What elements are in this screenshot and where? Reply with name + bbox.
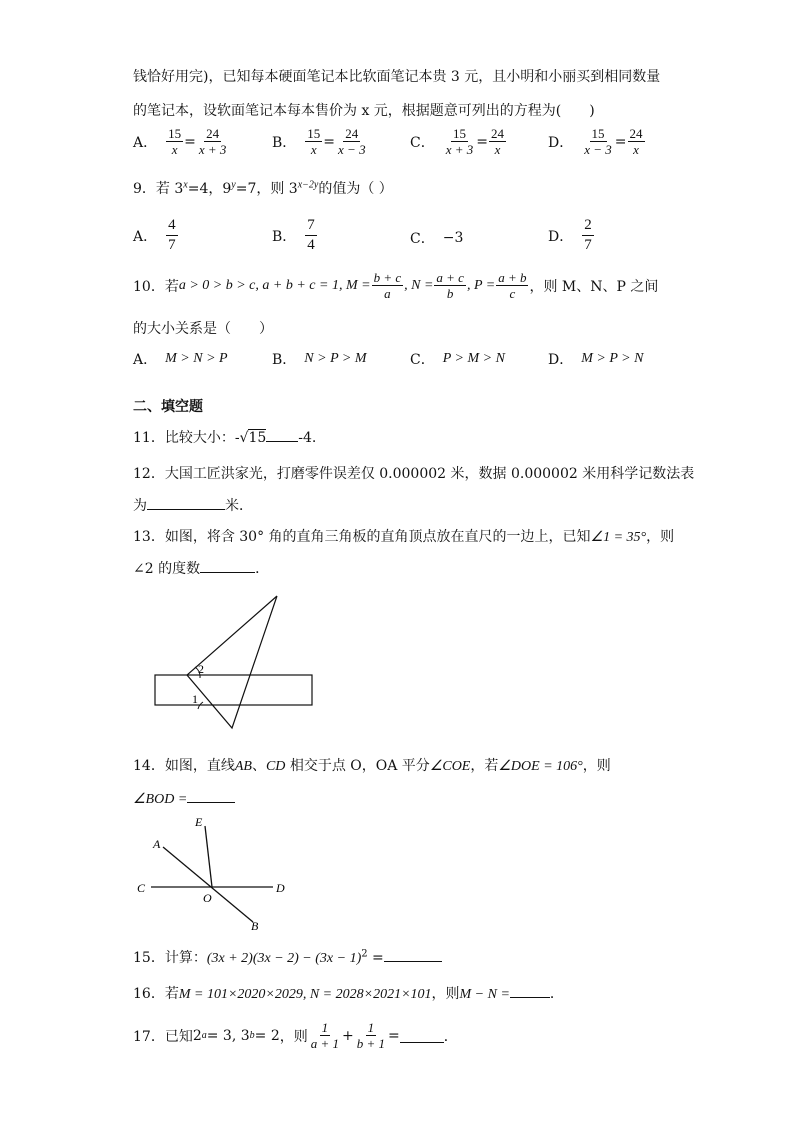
fraction: $\frac{b + c}{a}$ xyxy=(373,270,402,301)
section-heading: 二、填空题 xyxy=(133,399,203,415)
q10-line2: 的大小关系是（ ） xyxy=(133,321,273,337)
q9-option-b[interactable]: B． $\frac{7}{4}$ xyxy=(272,217,315,253)
q9-option-d[interactable]: D． $\frac{2}{7}$ xyxy=(548,217,592,253)
q17-stem: 17．已知 2 a = 3, 3 b = 2 ，则 $\frac{1}{a + 1}$ + $\frac{1}{b + 1}$ = ． xyxy=(133,1020,458,1051)
answer-blank[interactable] xyxy=(187,788,235,803)
fraction: $\frac{24}{x + 3}$ xyxy=(198,126,227,157)
answer-blank[interactable] xyxy=(200,558,255,573)
fraction: $\frac{1}{b + 1}$ xyxy=(356,1020,386,1051)
fraction: $\frac{2}{7}$ xyxy=(584,217,592,253)
label-B: B xyxy=(251,919,259,933)
fraction: $\frac{7}{4}$ xyxy=(307,217,315,253)
q12-line1: 12．大国工匠洪家光，打磨零件误差仅 0.000002 米，数据 0.000002 米用科学记数法表 xyxy=(133,466,695,482)
angle-2-label: 2 xyxy=(198,662,204,676)
q15-stem: 15．计算：$(3x + 2)(3x - 2) - (3x - 1)^2$ = xyxy=(133,947,442,967)
fraction: $\frac{15}{x - 3}$ xyxy=(584,126,612,157)
q10-option-d[interactable]: D． M > P > N xyxy=(548,351,644,368)
label-E: E xyxy=(195,815,203,829)
q14-line1: 14．如图，直线AB、CD 相交于点 O，OA 平分∠COE，若∠DOE = 106°，则 xyxy=(133,758,611,774)
fraction: $\frac{a + c}{b}$ xyxy=(436,270,464,301)
q10-option-c[interactable]: C． P > M > N xyxy=(410,351,505,368)
fraction: $\frac{24}{x}$ xyxy=(629,126,643,157)
fraction: $\frac{15}{x}$ xyxy=(307,126,321,157)
q9-stem: 9．若 $3^x=4$，$9^y=7$，则 $3^{x-2y}$的值为（ ） xyxy=(133,179,393,197)
q13-line1: 13．如图，将含 30° 角的直角三角板的直角顶点放在直尺的一边上，已知∠1 = 35°，则 xyxy=(133,529,675,545)
label-D: D xyxy=(276,881,285,895)
answer-blank[interactable] xyxy=(510,983,550,998)
q16-stem: 16．若M = 101×2020×2029, N = 2028×2021×101，则M − N = ． xyxy=(133,983,564,1003)
fraction: $\frac{a + b}{c}$ xyxy=(498,270,527,301)
q9-option-c[interactable]: C． −3 xyxy=(410,230,464,247)
fraction: $\frac{24}{x - 3}$ xyxy=(338,126,366,157)
q14-figure xyxy=(133,812,303,937)
answer-blank[interactable] xyxy=(147,495,225,510)
q12-line2: 为 米． xyxy=(133,495,253,515)
fraction: $\frac{15}{x + 3}$ xyxy=(445,126,474,157)
label-A: A xyxy=(153,837,161,851)
fraction: $\frac{24}{x}$ xyxy=(491,126,504,157)
q8-option-c[interactable]: C． $\frac{15}{x + 3}$ = $\frac{24}{x}$ xyxy=(410,126,504,157)
q8-option-d[interactable]: D． $\frac{15}{x - 3}$ = $\frac{24}{x}$ xyxy=(548,126,643,157)
label-O: O xyxy=(203,891,212,905)
q10-stem: 10．若 a > 0 > b > c, a + b + c = 1, M = $\frac{b + c}{a}$ , N = $\frac{a + c}{b}$ , P = $\frac{a + b}{c}$ ，则 M、N、P 之间 xyxy=(133,270,659,301)
fraction: $\frac{1}{a + 1}$ xyxy=(310,1020,340,1051)
q10-option-b[interactable]: B． N > P > M xyxy=(272,351,367,368)
q8-option-a[interactable]: A． $\frac{15}{x}$ = $\frac{24}{x + 3}$ xyxy=(133,126,227,157)
label-C: C xyxy=(137,881,146,895)
q10-option-a[interactable]: A． M > N > P xyxy=(133,351,228,368)
q8-option-b[interactable]: B． $\frac{15}{x}$ = $\frac{24}{x - 3}$ xyxy=(272,126,366,157)
q13-figure xyxy=(150,592,320,732)
q8-line2: 的笔记本，设软面笔记本每本售价为 x 元，根据题意可列出的方程为( ) xyxy=(133,103,595,119)
q13-line2: ∠2 的度数 ． xyxy=(133,558,269,578)
answer-blank[interactable] xyxy=(400,1028,444,1043)
q8-line1: 钱恰好用完)，已知每本硬面笔记本比软面笔记本贵 3 元，且小明和小丽买到相同数量 xyxy=(133,69,661,85)
fraction: $\frac{4}{7}$ xyxy=(168,217,176,253)
fraction: $\frac{15}{x}$ xyxy=(168,126,182,157)
q11-stem: 11．比较大小：-√15 -4. xyxy=(133,427,316,447)
q14-line2: ∠BOD = xyxy=(133,788,235,808)
answer-blank[interactable] xyxy=(384,947,442,962)
angle-1-label: 1 xyxy=(192,692,198,706)
ruler-shape xyxy=(155,675,312,705)
answer-blank[interactable] xyxy=(266,427,298,442)
q9-option-a[interactable]: A． $\frac{4}{7}$ xyxy=(133,217,176,253)
